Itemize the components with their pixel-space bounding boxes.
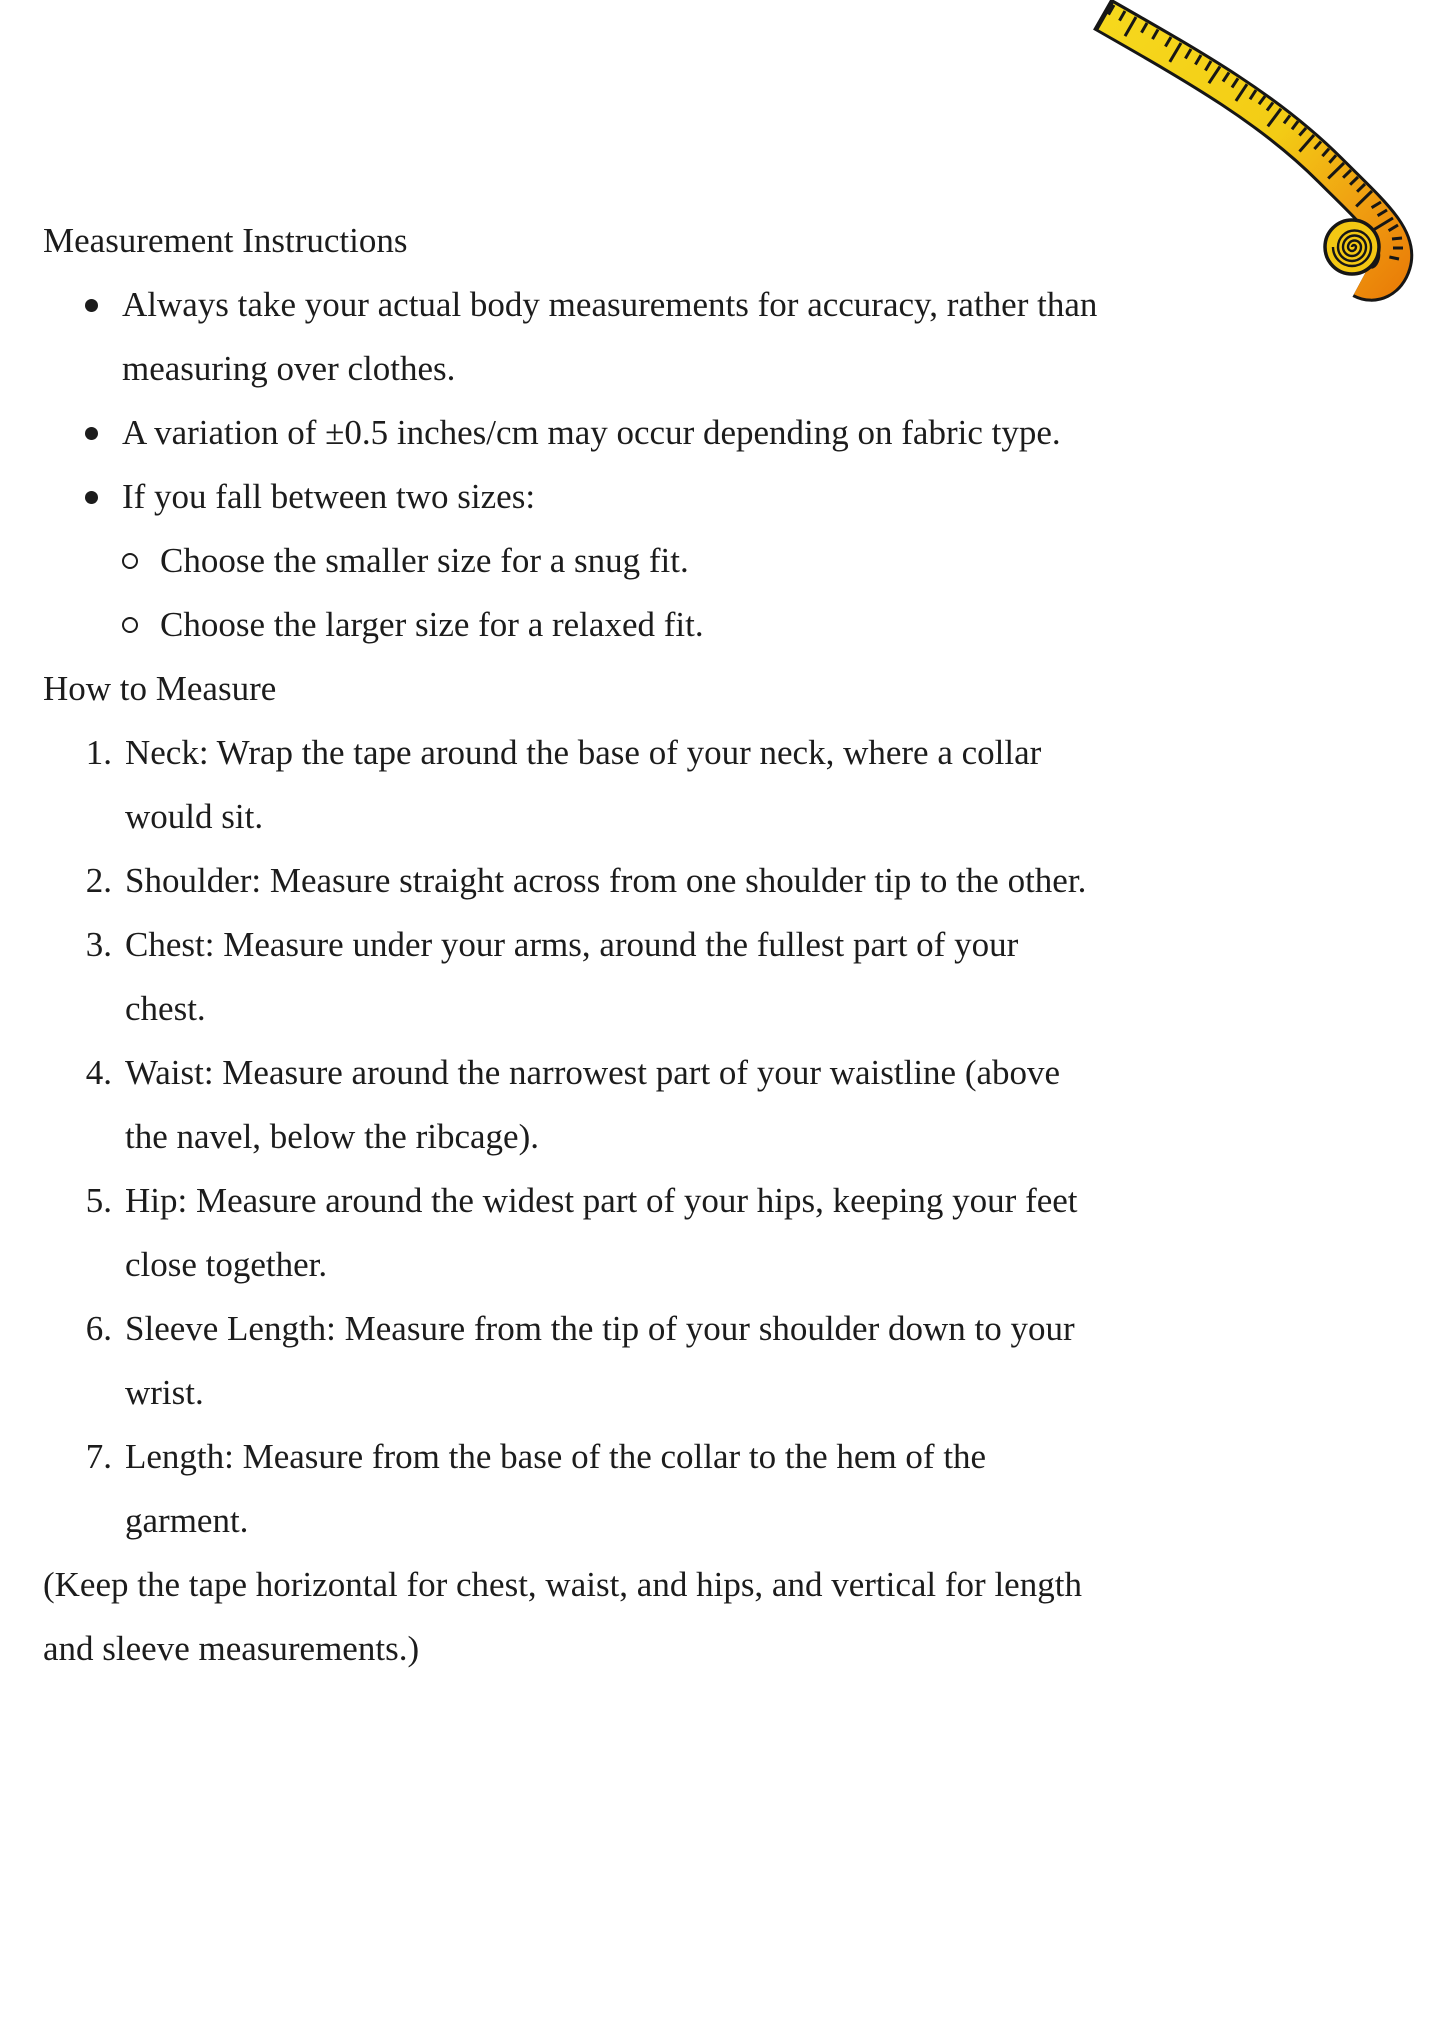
step-number: 5.: [85, 1181, 112, 1220]
step-text: Waist: Measure around the narrowest part of your waistline (above the navel, below the ribcage).: [125, 1053, 1061, 1156]
step-text: Hip: Measure around the widest part of your hips, keeping your feet close together.: [125, 1181, 1078, 1284]
step-number: 7.: [85, 1437, 112, 1476]
section-heading-how-to-measure: How to Measure: [43, 669, 277, 708]
circle-bullet-ring-icon: [122, 553, 138, 569]
step-text: Neck: Wrap the tape around the base of your neck, where a collar would sit.: [125, 733, 1042, 836]
numbered-step: [43, 1425, 1445, 1553]
bullet-icon: [43, 401, 122, 465]
step-text: Length: Measure from the base of the collar to the hem of the garment.: [125, 1437, 987, 1540]
bullet-dot-icon: [85, 427, 98, 440]
bullet-icon: [43, 465, 122, 529]
numbered-step: [43, 1169, 1445, 1297]
numbered-step: [43, 1297, 1445, 1425]
sub-bullet-item-text: Choose the smaller size for a snug fit.: [160, 541, 689, 580]
step-number: 3.: [85, 925, 112, 964]
step-text: Sleeve Length: Measure from the tip of your shoulder down to your wrist.: [125, 1309, 1075, 1412]
step-number: 4.: [85, 1053, 112, 1092]
step-text: Chest: Measure under your arms, around the fullest part of your chest.: [125, 925, 1019, 1028]
sub-bullet-item-text: Choose the larger size for a relaxed fit.: [160, 605, 704, 644]
numbered-step: [43, 1041, 1445, 1169]
document-content: [0, 209, 1445, 1681]
bullet-item: [43, 273, 1445, 401]
numbered-step: [43, 721, 1445, 849]
step-number: 6.: [85, 1309, 112, 1348]
circle-bullet-icon: [122, 593, 160, 657]
bullet-icon: [43, 273, 122, 337]
bullet-item: [43, 465, 1445, 529]
note-paragraph: (Keep the tape horizontal for chest, waist, and hips, and vertical for length and sleeve measurements.): [43, 1565, 1082, 1668]
circle-bullet-ring-icon: [122, 617, 138, 633]
bullet-dot-icon: [85, 491, 98, 504]
numbered-step-list: [0, 721, 1445, 1553]
numbered-step: [43, 849, 1445, 913]
bullet-item-text: A variation of ±0.5 inches/cm may occur depending on fabric type.: [122, 413, 1061, 452]
bullet-item: [43, 401, 1445, 465]
page-title: Measurement Instructions: [43, 221, 408, 260]
bullet-item-text: If you fall between two sizes:: [122, 477, 536, 516]
bullet-dot-icon: [85, 299, 98, 312]
numbered-step: [43, 913, 1445, 1041]
sub-bullet-list: [0, 529, 1445, 657]
circle-bullet-icon: [122, 529, 160, 593]
bullet-item-text: Always take your actual body measurements for accuracy, rather than measuring over clothes.: [122, 285, 1098, 388]
step-number: 1.: [85, 733, 112, 772]
step-number: 2.: [85, 861, 112, 900]
sub-bullet-item: [122, 529, 1445, 593]
step-text: Shoulder: Measure straight across from one shoulder tip to the other.: [125, 861, 1087, 900]
sub-bullet-item: [122, 593, 1445, 657]
bullet-list: [0, 273, 1445, 657]
